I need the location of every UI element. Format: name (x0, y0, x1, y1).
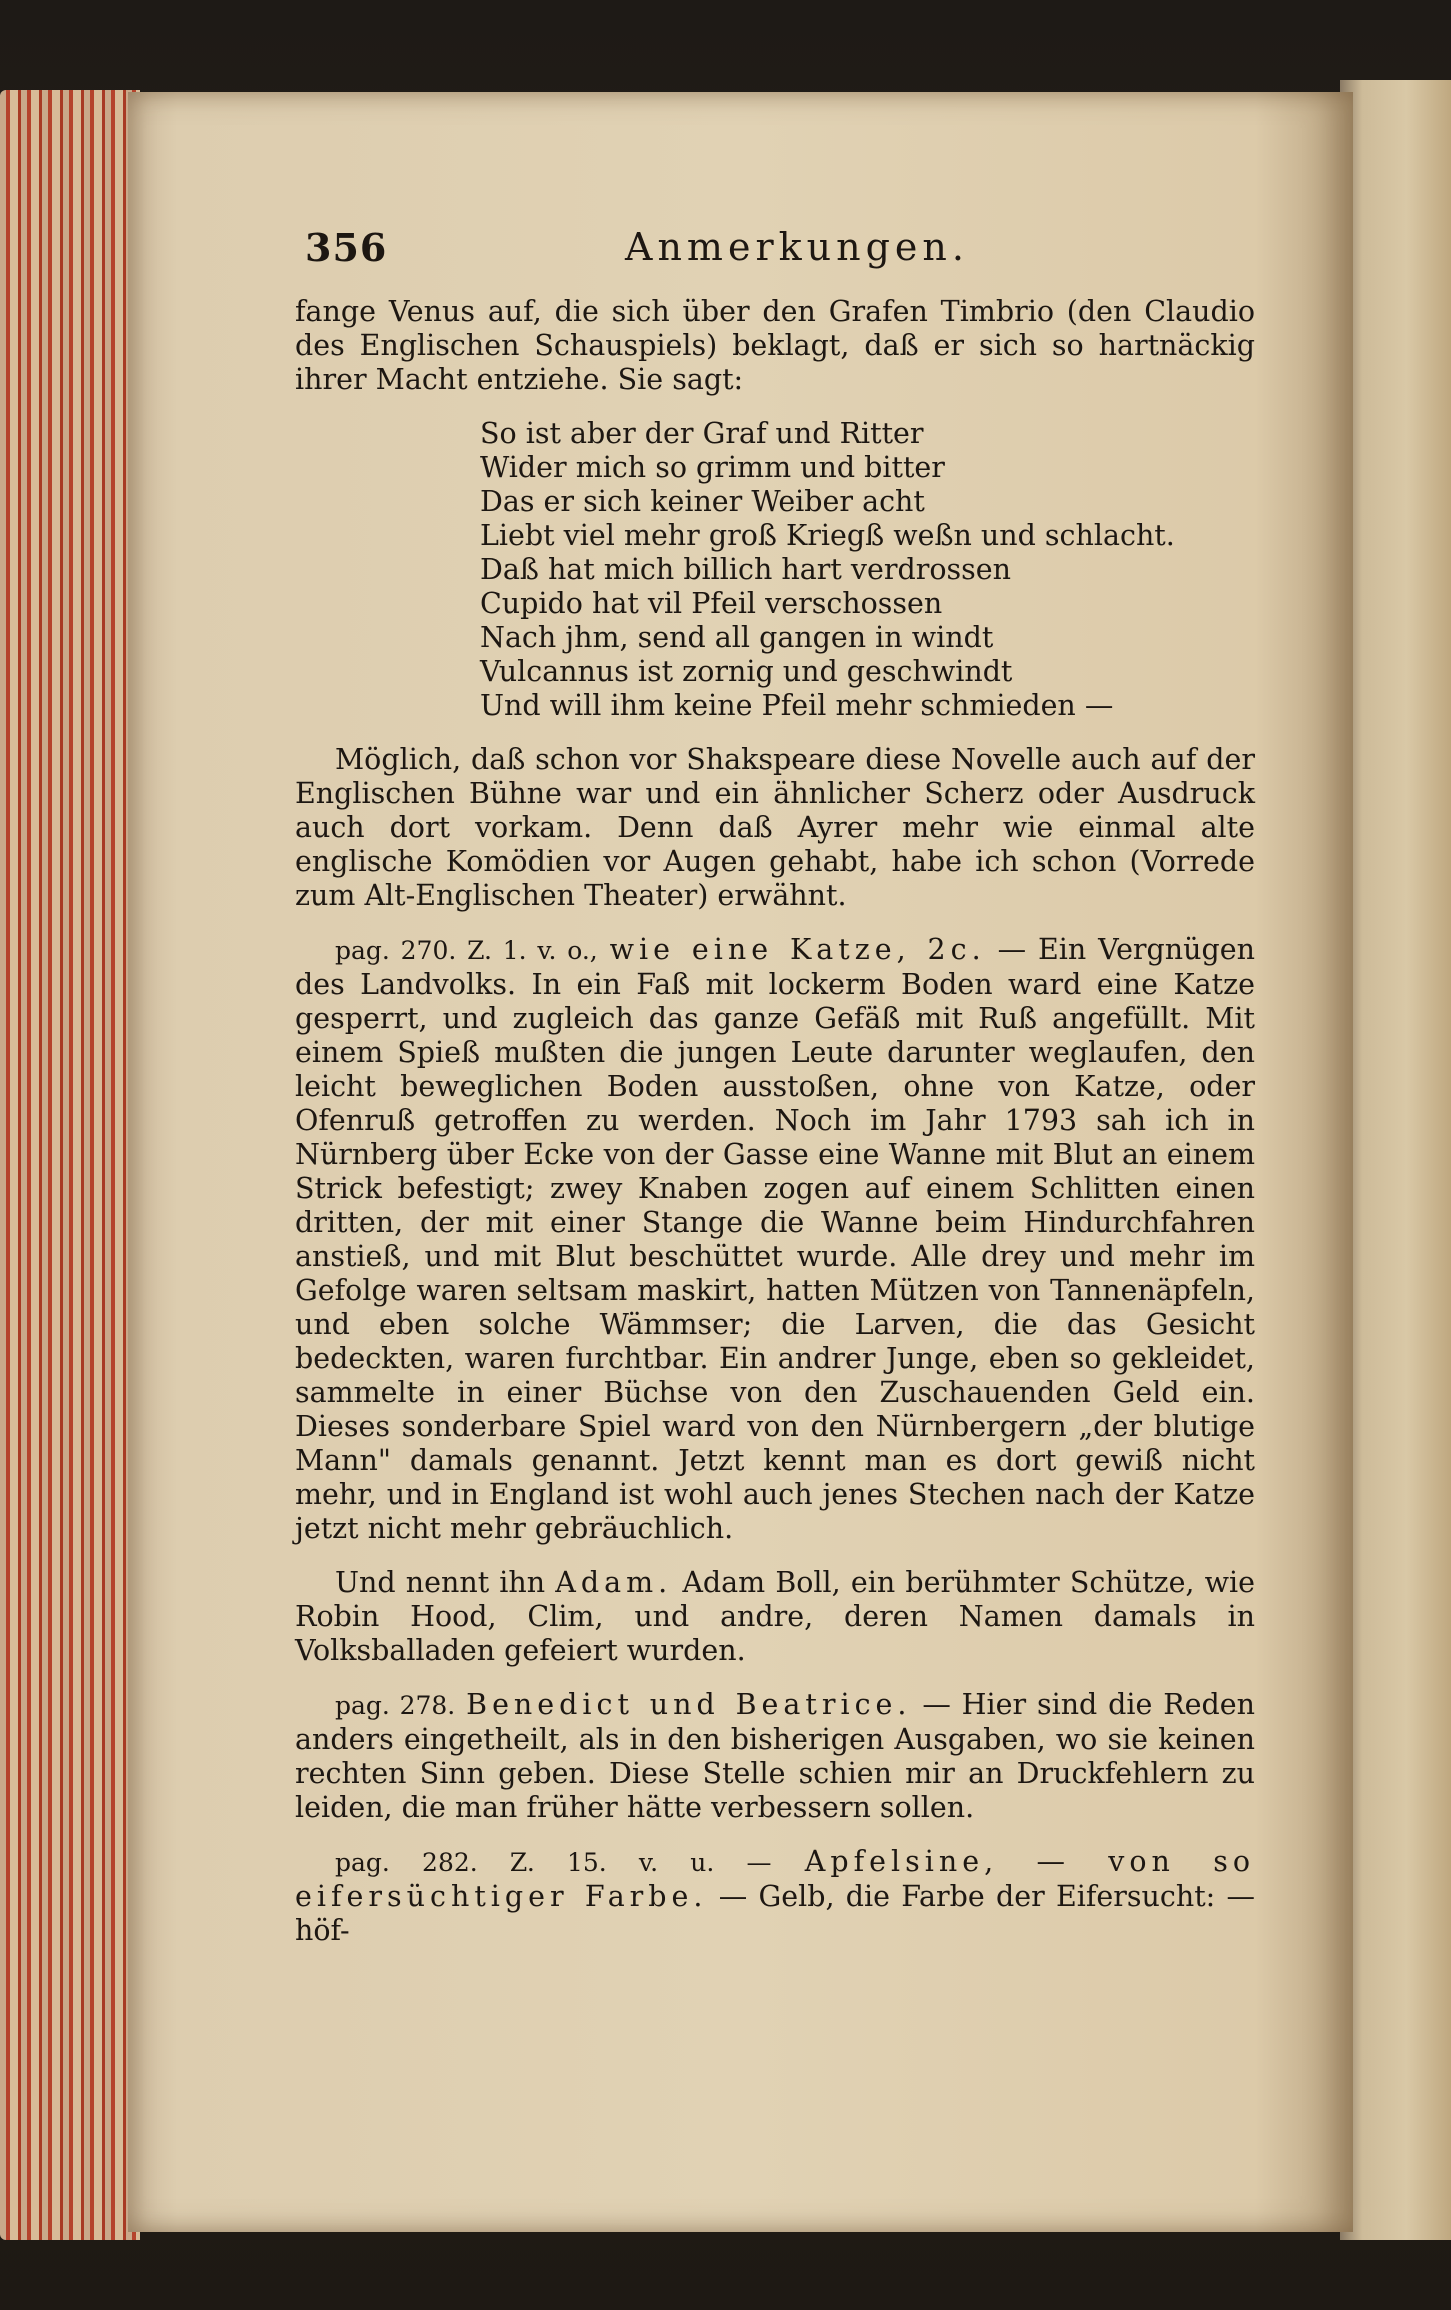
verse-line: So ist aber der Graf und Ritter (480, 417, 924, 450)
note-reference: pag. 282. Z. 15. v. u. — (335, 1848, 772, 1877)
verse-quote (480, 417, 1255, 723)
note-pag-278 (295, 1688, 1255, 1825)
note-reference: pag. 278. (335, 1691, 456, 1720)
verse-line: Vulcannus ist zornig und geschwindt (480, 655, 1013, 688)
paragraph-body: Adam Boll, ein berühmter Schütze, wie Robin Hood, Clim, und andre, deren Namen damals in Volksballaden gefeiert wurden. (295, 1566, 1256, 1667)
running-title: Anmerkungen. (625, 225, 969, 269)
note-lemma: Benedict und Beatrice. (466, 1688, 912, 1721)
note-body: — Gelb, die Farbe der Eifersucht: — höf- (295, 1880, 1255, 1947)
page-edges (0, 90, 140, 2240)
page-header (295, 225, 1255, 295)
note-lemma: Apfelsine, — von so eifersüchtiger Farbe. (295, 1845, 1255, 1913)
intro-paragraph: fange Venus auf, die sich über den Grafen Timbrio (den Claudio des Englischen Schauspiels) beklagt, daß er sich so hartnäckig ihrer Macht entziehe. Sie sagt: (295, 295, 1255, 396)
page-text (295, 225, 1255, 1948)
note-pag-270 (295, 933, 1255, 1546)
verse-line: Daß hat mich billich hart verdrossen (480, 553, 1011, 586)
verse-line: Liebt viel mehr groß Kriegß weßn und schlacht. (480, 519, 1175, 552)
facing-page-edge (1340, 80, 1451, 2240)
verse-line: Wider mich so grimm und bitter (480, 451, 945, 484)
verse-line: Cupido hat vil Pfeil verschossen (480, 587, 943, 620)
verse-line: Das er sich keiner Weiber acht (480, 485, 925, 518)
paragraph-moeglich: Möglich, daß schon vor Shakspeare diese Novelle auch auf der Englischen Bühne war und ein ähnlicher Scherz oder Ausdruck auch dort vorkam. Denn daß Ayrer mehr wie einmal alte englische Komödien vor Augen gehabt, habe ich schon (Vorrede zum Alt-Englischen Theater) erwähnt. (295, 743, 1255, 912)
page-number: 356 (305, 225, 388, 270)
paragraph-adam (295, 1566, 1255, 1668)
note-body: — Ein Vergnügen des Landvolks. In ein Faß mit lockerm Boden ward eine Katze gesperrt, und zugleich das ganze Gefäß mit Ruß angefüllt. Mit einem Spieß mußten die jungen Leute darunter weglaufen, den leicht beweglichen Boden ausstoßen, ohne von Katze, oder Ofenruß getroffen zu werden. Noch im Jahr 1793 sah ich in Nürnberg über Ecke von der Gasse eine Wanne mit Blut an einem Strick befestigt; zwey Knaben zogen auf einem Schlitten einen dritten, der mit einer Stange die Wanne beim Hindurchfahren anstieß, und mit Blut beschüttet wurde. Alle drey und mehr im Gefolge waren seltsam maskirt, hatten Mützen von Tannenäpfeln, und eben solche Wämmser; die Larven, die das Gesicht bedeckten, waren furchtbar. Ein andrer Junge, eben so gekleidet, sammelte in einer Büchse von den Zuschauenden Geld ein. Dieses sonderbare Spiel ward von den Nürnbergern „der blutige Mann" damals genannt. Jetzt kennt man es dort gewiß nicht mehr, und in England ist wohl auch jenes Stechen nach der Katze jetzt nicht mehr gebräuchlich. (295, 933, 1255, 1545)
note-body: — Hier sind die Reden anders eingetheilt, als in den bisherigen Ausgaben, wo sie keinen rechten Sinn geben. Diese Stelle schien mir an Druckfehlern zu leiden, die man früher hätte verbessern sollen. (295, 1688, 1256, 1824)
verse-line: Und will ihm keine Pfeil mehr schmieden — (480, 689, 1114, 722)
note-reference: pag. 270. Z. 1. v. o., (335, 936, 598, 965)
note-pag-282 (295, 1845, 1255, 1948)
note-lemma: Adam. (555, 1566, 673, 1599)
verse-line: Nach jhm, send all gangen in windt (480, 621, 994, 654)
note-lemma: wie eine Katze, 2c. (609, 933, 986, 966)
paragraph-prefix: Und nennt ihn (335, 1566, 546, 1599)
